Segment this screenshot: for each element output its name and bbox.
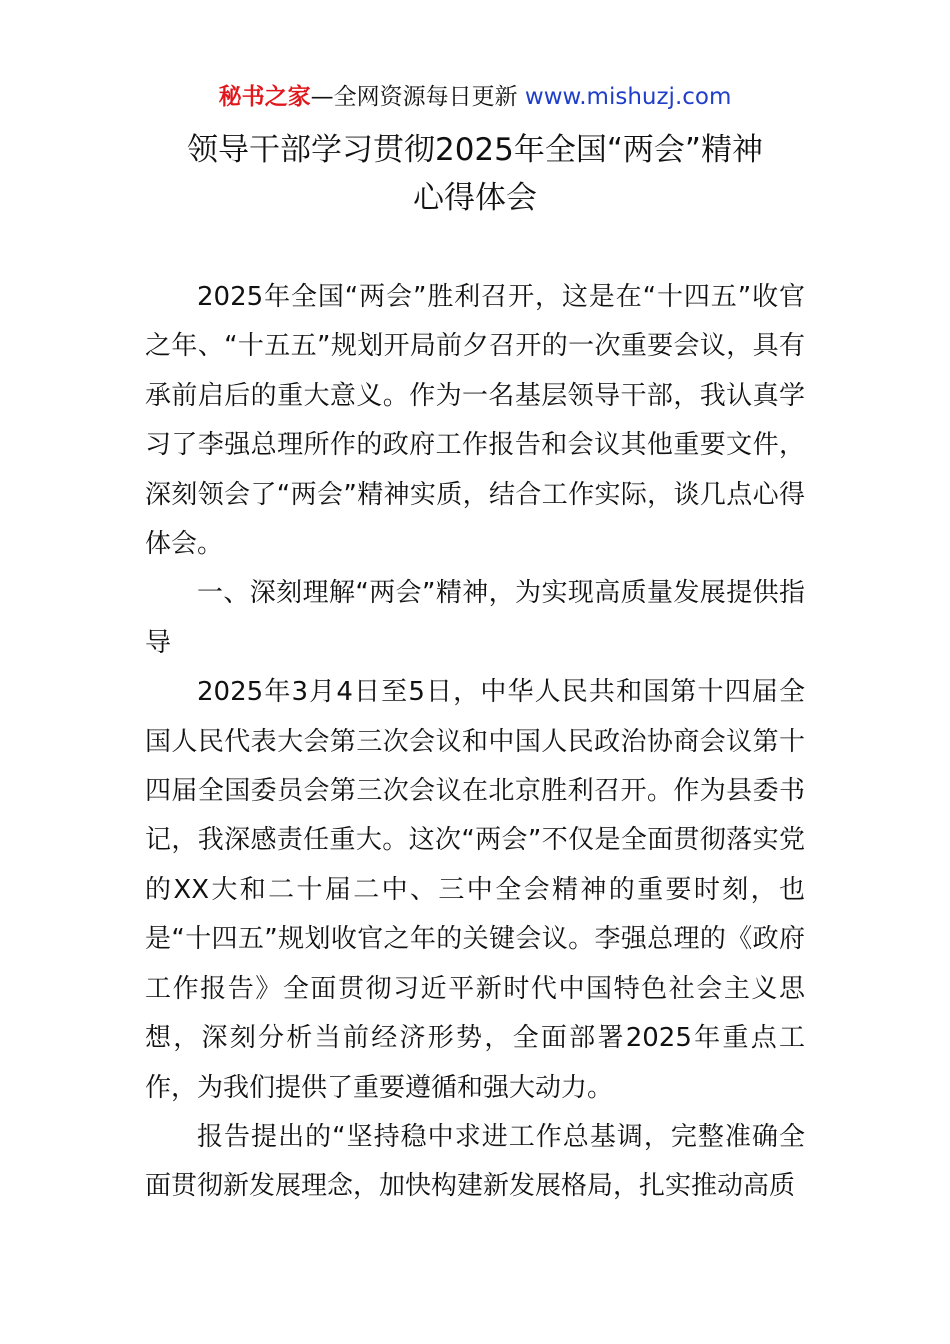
document-title bbox=[140, 126, 810, 222]
paragraph-section-1: 2025年3月4日至5日，中华人民共和国第十四届全国人民代表大会第三次会议和中国人民政治协商会议第十四届全国委员会第三次会议在北京胜利召开。作为县委书记，我深感责任重大。这次“两会”不仅是全面贯彻落实党的XX大和二十届二中、三中全会精神的重要时刻，也是“十四五”规划收官之年的关键会议。李强总理的《政府工作报告》全面贯彻习近平新时代中国特色社会主义思想，深刻分析当前经济形势，全面部署2025年重点工作，为我们提供了重要遵循和强大动力。 bbox=[145, 677, 805, 1103]
title-line-2: 心得体会 bbox=[413, 180, 537, 216]
section-heading-1: 一、深刻理解“两会”精神，为实现高质量发展提供指导 bbox=[145, 578, 805, 658]
site-brand: 秘书之家 bbox=[218, 84, 311, 110]
site-url-link[interactable]: www.mishuzj.com bbox=[524, 84, 732, 110]
paragraph-report: 报告提出的“坚持稳中求进工作总基调，完整准确全面贯彻新发展理念，加快构建新发展格局，扎实推动高质 bbox=[145, 1121, 805, 1202]
site-header bbox=[0, 80, 950, 114]
paragraph-intro: 2025年全国“两会”胜利召开，这是在“十四五”收官之年、“十五五”规划开局前夕召开的一次重要会议，具有承前启后的重大意义。作为一名基层领导干部，我认真学习了李强总理所作的政府工作报告和会议其他重要文件，深刻领会了“两会”精神实质，结合工作实际，谈几点心得体会。 bbox=[145, 282, 805, 560]
site-tagline: —全网资源每日更新 bbox=[310, 84, 518, 110]
document-body bbox=[145, 273, 805, 1212]
title-line-1: 领导干部学习贯彻2025年全国“两会”精神 bbox=[186, 132, 763, 168]
